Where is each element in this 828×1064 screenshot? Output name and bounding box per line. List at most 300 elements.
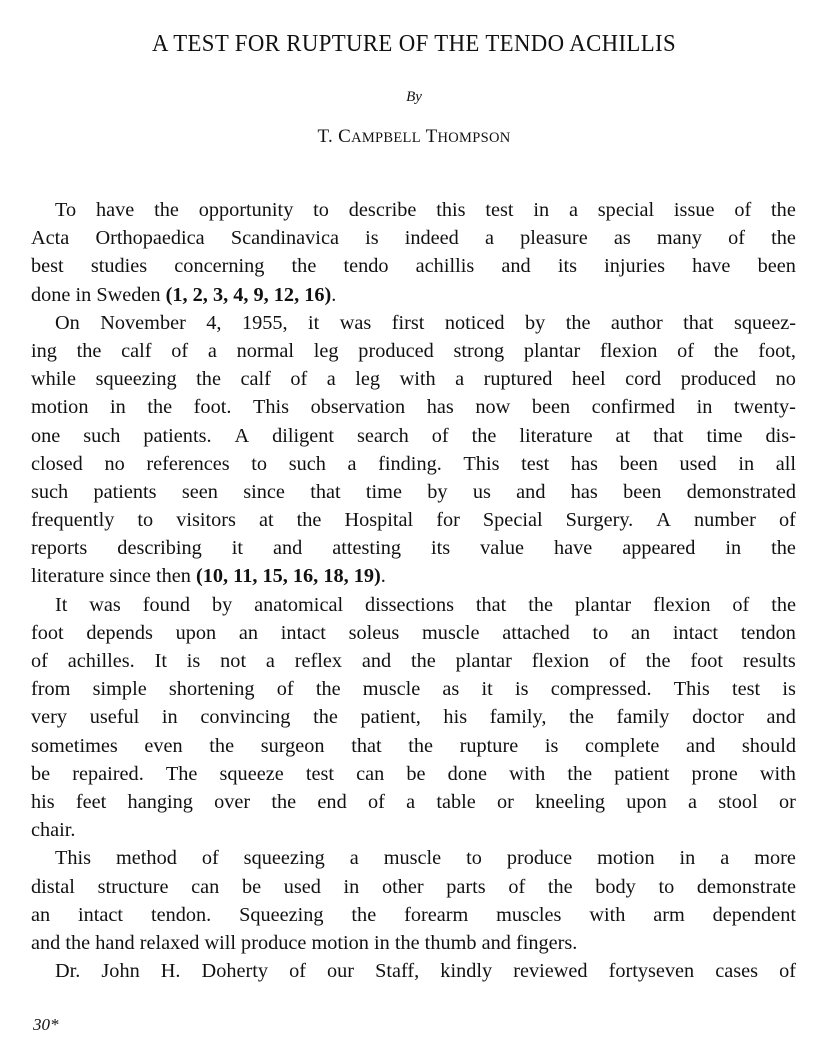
word: it — [481, 678, 493, 701]
word: of — [290, 368, 308, 391]
word: This — [463, 452, 500, 475]
citation-refs: (10, 11, 15, 16, 18, 19) — [196, 565, 381, 588]
word: be — [31, 762, 51, 785]
paragraph-5 — [31, 957, 796, 985]
word: 1955, — [241, 311, 288, 334]
word: test — [305, 762, 334, 785]
word: reviewed — [513, 960, 588, 983]
word: one — [31, 424, 61, 447]
word: search — [357, 424, 409, 447]
word: muscles — [496, 903, 562, 926]
word: by — [211, 593, 233, 616]
word: by — [524, 311, 546, 334]
word: the — [471, 424, 497, 447]
word: the — [771, 537, 796, 560]
byline: By — [406, 89, 422, 105]
word: a — [568, 199, 578, 221]
text-line: and the hand relaxed will produce motion in the thumb and fingers. — [31, 931, 578, 954]
word: such — [288, 452, 326, 475]
word: the — [351, 903, 377, 926]
word: time — [365, 480, 402, 503]
word: it — [308, 311, 320, 334]
word: since — [243, 480, 285, 503]
paragraph-3 — [31, 591, 796, 845]
word: H. — [160, 960, 181, 983]
word: the — [271, 790, 297, 813]
text-line — [31, 675, 796, 703]
word: test — [731, 678, 761, 701]
word: as — [613, 227, 631, 250]
word: a — [688, 790, 698, 813]
word: parts — [446, 875, 486, 898]
word: to — [137, 509, 154, 532]
word: best — [31, 255, 64, 278]
word: soleus — [348, 621, 400, 644]
word: leg — [355, 368, 381, 391]
word: the — [76, 339, 102, 362]
word: tendon. — [150, 903, 212, 926]
word: test — [485, 199, 514, 221]
text-span: done in Sweden — [31, 283, 166, 306]
word: time — [706, 424, 743, 447]
word: family, — [489, 706, 547, 729]
word: of — [367, 790, 385, 813]
word: or — [778, 790, 796, 813]
word: repaired. — [72, 762, 144, 785]
text-span: . — [380, 565, 386, 588]
word: foot. — [193, 396, 232, 419]
word: no — [775, 368, 796, 391]
text-line — [31, 562, 796, 590]
word: squeezing — [243, 847, 325, 870]
word: was — [89, 593, 121, 616]
word: that — [475, 593, 507, 616]
word: patient — [614, 762, 670, 785]
word: the — [411, 650, 436, 672]
text-line — [31, 844, 796, 872]
word: our — [327, 960, 355, 983]
text-line — [31, 760, 796, 788]
text-line — [31, 732, 796, 760]
word: reports — [31, 537, 88, 560]
word: the — [313, 706, 338, 729]
text-line — [31, 196, 796, 224]
word: surgeon — [260, 734, 325, 757]
word: such — [83, 424, 121, 447]
word: of — [677, 339, 695, 362]
word: to — [658, 875, 675, 898]
paragraph-2 — [31, 309, 796, 591]
word: tendon — [740, 621, 796, 644]
word: table — [436, 790, 476, 813]
word: of — [289, 960, 306, 983]
word: calf — [240, 368, 271, 391]
word: body — [595, 875, 636, 898]
word: Squeezing — [239, 903, 324, 926]
text-line — [31, 901, 796, 929]
word: more — [754, 847, 796, 870]
word: produce — [506, 847, 573, 870]
word: and — [516, 480, 546, 503]
word: of — [431, 424, 449, 447]
word: by — [427, 480, 448, 503]
word: the — [154, 199, 179, 221]
word: attached — [502, 621, 570, 644]
text-line — [31, 224, 796, 252]
word: foot, — [758, 339, 796, 362]
word: finding. — [378, 452, 442, 475]
word: method — [116, 847, 177, 870]
word: sometimes — [31, 734, 118, 757]
word: Special — [482, 509, 543, 532]
word: calf — [121, 339, 152, 362]
word: of — [171, 339, 189, 362]
word: This — [673, 678, 710, 701]
word: cases — [715, 960, 759, 983]
word: feet — [75, 790, 107, 813]
word: upon — [175, 621, 217, 644]
word: of — [734, 199, 752, 221]
word: depends — [86, 621, 153, 644]
word: to — [466, 847, 482, 870]
word: have — [692, 255, 731, 278]
article-title: A TEST FOR RUPTURE OF THE TENDO ACHILLIS — [151, 30, 677, 57]
word: This — [55, 847, 92, 870]
word: forearm — [404, 903, 469, 926]
word: the — [713, 339, 739, 362]
word: the — [771, 199, 796, 221]
word: hanging — [127, 790, 193, 813]
word: number — [693, 509, 756, 532]
word: a — [326, 368, 336, 391]
word: heel — [571, 368, 606, 391]
word: been — [531, 396, 571, 419]
word: the — [565, 311, 591, 334]
word: Acta — [31, 227, 70, 250]
word: a — [347, 452, 357, 475]
word: normal — [236, 339, 295, 362]
word: of — [201, 847, 219, 870]
word: the — [196, 368, 221, 391]
word: patients. — [143, 424, 212, 447]
word: used — [679, 452, 717, 475]
word: in — [679, 847, 696, 870]
word: squeezing — [95, 368, 177, 391]
word: the — [315, 678, 341, 701]
word: the — [528, 593, 553, 616]
text-line — [31, 252, 796, 280]
word: studies — [90, 255, 148, 278]
word: all — [775, 452, 796, 475]
author-initial: T. C — [317, 126, 352, 147]
word: Orthopaedica — [95, 227, 205, 250]
word: intact — [672, 621, 718, 644]
word: a — [349, 847, 359, 870]
word: Dr. — [55, 960, 81, 983]
word: injuries — [604, 255, 665, 278]
word: muscle — [362, 678, 421, 701]
word: cord — [625, 368, 662, 391]
text-line — [31, 957, 796, 985]
word: with — [399, 368, 436, 391]
word: special — [597, 199, 655, 221]
word: family — [616, 706, 670, 729]
word: seen — [181, 480, 218, 503]
word: convincing — [200, 706, 291, 729]
word: muscle — [422, 621, 480, 644]
text-line — [31, 422, 796, 450]
word: the — [408, 734, 434, 757]
word: foot — [690, 650, 724, 672]
word: squeez- — [734, 311, 796, 334]
word: the — [569, 706, 594, 729]
word: its — [557, 255, 577, 278]
word: structure — [97, 875, 169, 898]
word: be — [406, 762, 426, 785]
word: foot — [31, 621, 64, 644]
word: other — [381, 875, 424, 898]
word: very — [31, 706, 68, 729]
word: his — [443, 706, 468, 729]
word: issue — [673, 199, 715, 221]
word: concerning — [174, 255, 265, 278]
word: with — [589, 903, 626, 926]
word: useful — [89, 706, 140, 729]
word: patients — [93, 480, 157, 503]
word: rupture — [459, 734, 519, 757]
word: of — [779, 960, 796, 983]
word: is — [365, 227, 379, 250]
word: was — [339, 311, 372, 334]
word: upon — [626, 790, 667, 813]
text-line — [31, 393, 796, 421]
word: an — [31, 903, 51, 926]
word: a — [207, 339, 217, 362]
word: the — [547, 875, 573, 898]
word: in — [725, 537, 742, 560]
word: appeared — [622, 537, 696, 560]
word: The — [165, 762, 198, 785]
text-line — [31, 309, 796, 337]
word: dependent — [712, 903, 796, 926]
word: To — [55, 199, 77, 221]
text-span: literature since then — [31, 565, 196, 588]
text-line — [31, 647, 796, 675]
word: now — [475, 396, 511, 419]
word: muscle — [383, 847, 442, 870]
word: a — [720, 847, 730, 870]
word: references — [146, 452, 230, 475]
word: On — [55, 311, 80, 334]
word: the — [147, 396, 173, 419]
word: has — [570, 480, 598, 503]
word: arm — [653, 903, 685, 926]
word: have — [553, 537, 593, 560]
paragraph-1 — [31, 196, 796, 309]
word: should — [741, 734, 796, 757]
word: the — [645, 650, 671, 672]
word: in — [343, 875, 360, 898]
word: motion — [597, 847, 655, 870]
word: compressed. — [550, 678, 652, 701]
word: simple — [92, 678, 147, 701]
word: diligent — [272, 424, 335, 447]
word: such — [31, 480, 69, 503]
word: of — [728, 227, 745, 250]
word: and — [766, 706, 796, 729]
word: in — [738, 452, 755, 475]
text-line: chair. — [31, 819, 76, 842]
word: this — [436, 199, 466, 221]
text-line — [31, 337, 796, 365]
word: the — [296, 509, 322, 532]
word: and — [273, 537, 303, 560]
word: the — [771, 227, 796, 250]
word: be — [241, 875, 262, 898]
word: patient, — [360, 706, 421, 729]
word: Scandinavica — [230, 227, 339, 250]
word: test — [521, 452, 550, 475]
article-body — [31, 196, 796, 985]
word: plantar — [455, 650, 512, 672]
word: of — [732, 593, 750, 616]
word: attesting — [332, 537, 401, 560]
text-line — [31, 619, 796, 647]
word: achillis — [415, 255, 475, 278]
word: intact — [280, 621, 326, 644]
word: A — [656, 509, 671, 532]
word: pleasure — [520, 227, 588, 250]
word: the — [771, 593, 796, 616]
word: is — [514, 678, 529, 701]
text-line — [31, 703, 796, 731]
word: ing — [31, 339, 57, 362]
word: us — [472, 480, 491, 503]
word: of — [609, 650, 626, 672]
paragraph-4 — [31, 844, 796, 957]
word: prone — [691, 762, 738, 785]
word: anatomical — [254, 593, 344, 616]
word: kindly — [440, 960, 493, 983]
word: author — [610, 311, 663, 334]
word: complete — [585, 734, 660, 757]
word: of — [778, 509, 796, 532]
word: is — [186, 650, 201, 672]
word: in — [161, 706, 178, 729]
word: its — [430, 537, 451, 560]
word: that — [351, 734, 382, 757]
word: many — [656, 227, 702, 250]
word: no — [104, 452, 125, 475]
word: observation — [310, 396, 406, 419]
word: a — [265, 650, 275, 672]
text-line — [31, 365, 796, 393]
word: the — [291, 255, 317, 278]
word: the — [567, 762, 593, 785]
word: demonstrated — [686, 480, 796, 503]
word: leg — [313, 339, 339, 362]
word: flexion — [531, 650, 590, 672]
word: has — [426, 396, 454, 419]
word: that — [683, 311, 714, 334]
word: doctor — [692, 706, 744, 729]
word: not — [220, 650, 247, 672]
text-line — [31, 788, 796, 816]
word: reflex — [294, 650, 343, 672]
word: Staff, — [375, 960, 420, 983]
word: while — [31, 368, 77, 391]
text-line — [31, 478, 796, 506]
word: November — [100, 311, 186, 334]
word: to — [251, 452, 268, 475]
word: is — [782, 678, 796, 701]
text-line — [31, 873, 796, 901]
word: an — [238, 621, 259, 644]
word: It — [154, 650, 167, 672]
word: in — [696, 396, 713, 419]
word: John — [101, 960, 140, 983]
word: of — [276, 678, 294, 701]
text-line — [31, 591, 796, 619]
word: the — [209, 734, 235, 757]
word: been — [757, 255, 796, 278]
word: stool — [718, 790, 758, 813]
word: It — [55, 593, 68, 616]
word: tendo — [343, 255, 389, 278]
word: his — [31, 790, 55, 813]
word: with — [509, 762, 546, 785]
word: been — [623, 480, 662, 503]
word: noticed — [444, 311, 505, 334]
word: shortening — [168, 678, 255, 701]
word: been — [619, 452, 658, 475]
word: squeeze — [219, 762, 284, 785]
word: Hospital — [344, 509, 414, 532]
word: to — [592, 621, 609, 644]
author-last-initial: T — [425, 126, 438, 147]
word: a — [406, 790, 416, 813]
word: dissections — [364, 593, 454, 616]
word: to — [313, 199, 329, 221]
text-line — [31, 534, 796, 562]
word: of — [508, 875, 526, 898]
word: and — [361, 650, 392, 672]
author-first-rest: AMPBELL — [351, 130, 421, 146]
text-span: . — [331, 283, 337, 306]
word: at — [615, 424, 631, 447]
word: an — [631, 621, 651, 644]
word: 4, — [206, 311, 222, 334]
word: and — [685, 734, 716, 757]
word: end — [317, 790, 347, 813]
word: or — [497, 790, 514, 813]
word: has — [570, 452, 598, 475]
word: frequently — [31, 509, 115, 532]
word: plantar — [574, 593, 632, 616]
word: a — [455, 368, 465, 391]
word: Doherty — [201, 960, 269, 983]
word: from — [31, 678, 71, 701]
word: Surgery. — [565, 509, 634, 532]
word: results — [742, 650, 796, 672]
word: produced — [358, 339, 434, 362]
word: produced — [680, 368, 757, 391]
word: for — [436, 509, 460, 532]
word: fortyseven — [608, 960, 695, 983]
word: plantar — [523, 339, 581, 362]
word: that — [310, 480, 341, 503]
word: kneeling — [535, 790, 605, 813]
